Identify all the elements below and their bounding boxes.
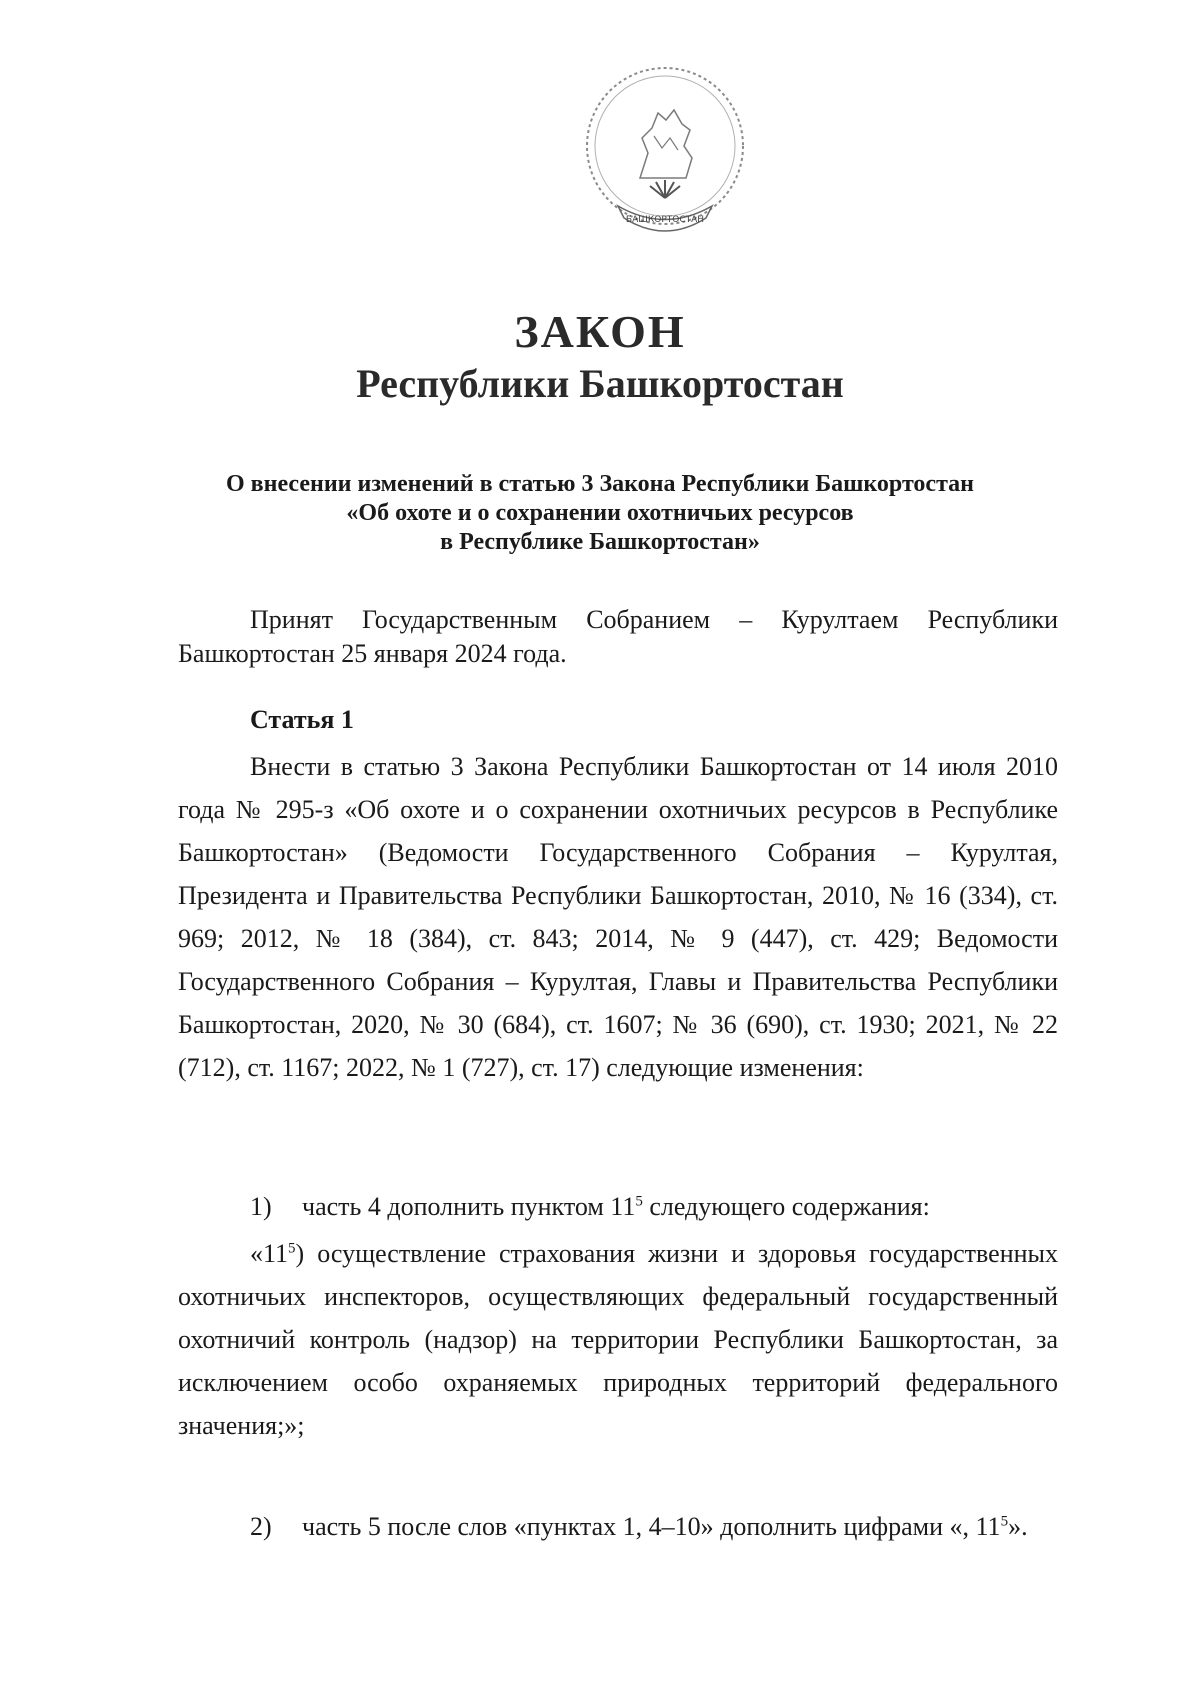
item-text: часть 4 дополнить пунктом 11 bbox=[302, 1192, 636, 1221]
heading-line: в Республике Башкортостан» bbox=[440, 529, 760, 555]
amendment-item-1 bbox=[178, 1185, 1058, 1228]
heading-line: О внесении изменений в статью 3 Закона Республики Башкортостан bbox=[226, 471, 974, 497]
document-title: ЗАКОН bbox=[514, 306, 686, 357]
adoption-text: Принят Государственным Собранием – Курултаем Республики Башкортостан 25 января 2024 года. bbox=[178, 605, 1058, 668]
item-text: часть 5 после слов «пунктах 1, 4–10» дополнить цифрами «, 11 bbox=[302, 1512, 1001, 1541]
item-number: 1) bbox=[250, 1192, 272, 1221]
bashkortostan-coat-of-arms-icon bbox=[570, 58, 760, 248]
quote-superscript: 5 bbox=[288, 1240, 296, 1257]
emblem-ribbon-text: БАШКОРТОСТАН bbox=[625, 215, 705, 225]
article-title: Статья 1 bbox=[250, 705, 354, 734]
quote-text: ) осуществление страхования жизни и здоровья государственных охотничьих инспекторов, осуществляющих федеральный государственный охотничий контроль (надзор) на территории Республики Башкортостан, за исключением особо охраняемых природных территорий федерального значения;»; bbox=[178, 1239, 1058, 1440]
item-superscript: 5 bbox=[1000, 1513, 1009, 1530]
quoted-amendment bbox=[178, 1232, 1058, 1447]
document-subtitle: Республики Башкортостан bbox=[356, 361, 844, 406]
item-text-after: следующего содержания: bbox=[642, 1192, 930, 1221]
item-text-after: ». bbox=[1008, 1512, 1028, 1541]
amendment-item-2 bbox=[178, 1505, 1058, 1548]
item-superscript: 5 bbox=[635, 1193, 643, 1210]
article-intro-text: Внести в статью 3 Закона Республики Башкортостан от 14 июля 2010 года № 295-з «Об охоте и о сохранении охотничьих ресурсов в Республике Башкортостан» (Ведомости Государственного Собрания – Курултая, Президента и Правительства Республики Башкортостан, 2010, № 16 (334), ст. 969; 2012, № 18 (384), ст. 843; 2014, № 9 (447), ст. 429; Ведомости Государственного Собрания – Курултая, Главы и Правительства Республики Башкортостан, 2020, № 30 (684), ст. 1607; № 36 (690), ст. 1930; 2021, № 22 (712), ст. 1167; 2022, № 1 (727), ст. 17) следующие изменения: bbox=[178, 752, 1058, 1082]
heading-line: «Об охоте и о сохранении охотничьих ресурсов bbox=[346, 500, 854, 526]
item-number: 2) bbox=[250, 1512, 272, 1541]
quote-open: «11 bbox=[250, 1239, 289, 1268]
law-heading bbox=[150, 470, 1050, 557]
adoption-paragraph bbox=[178, 603, 1058, 671]
article-intro-paragraph bbox=[178, 745, 1058, 1089]
